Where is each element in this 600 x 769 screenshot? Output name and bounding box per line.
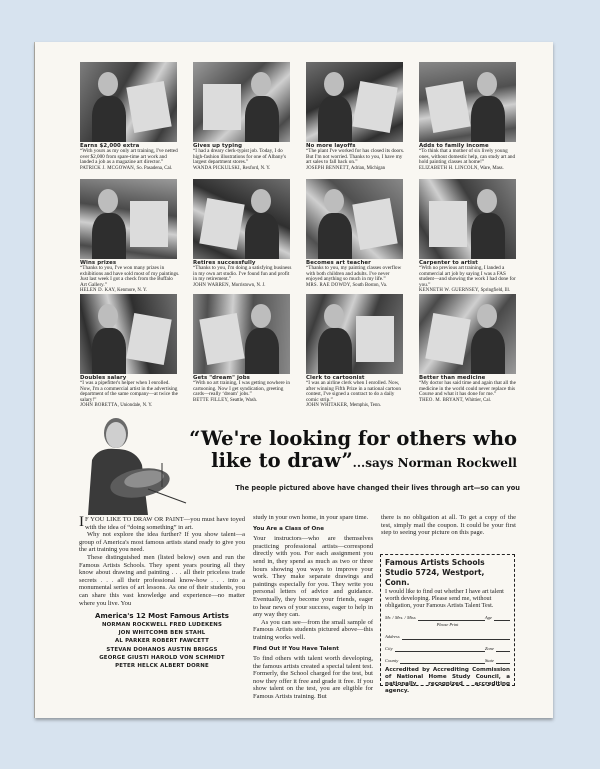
testimonial-place: Springfield, Ill. bbox=[480, 288, 511, 294]
paragraph: To find others with talent worth developing, the famous artists created a special talent test. Formerly, the School charged for the test, but now they offer it free and grade it free. If you show talent on the test, you are eligible for Famous Artists training. But bbox=[253, 655, 373, 701]
age-field[interactable] bbox=[494, 614, 510, 621]
zone-label: Zone bbox=[484, 646, 494, 651]
testimonial-place: Rexford, N. Y. bbox=[242, 165, 271, 171]
testimonial-place: South Boston, Va. bbox=[352, 282, 388, 288]
artists-row: NORMAN ROCKWELL FRED LUDEKENS bbox=[101, 621, 223, 628]
testimonial-photo bbox=[419, 294, 516, 374]
name-field[interactable] bbox=[418, 614, 485, 621]
testimonial-place: Adrian, Michigan bbox=[350, 165, 385, 171]
testimonial-card bbox=[306, 294, 406, 409]
testimonial-quote: “Thanks to you, my painting classes overflow with both children and adults. I've never enjoyed anything so much in my life.” bbox=[306, 265, 402, 283]
testimonial-place: Whittier, Cal. bbox=[464, 397, 492, 403]
testimonial-place: So. Pasadena, Cal. bbox=[136, 165, 173, 171]
testimonial-title: Wins prizes bbox=[80, 260, 117, 266]
testimonial-photo bbox=[80, 179, 177, 259]
testimonial-card bbox=[193, 179, 293, 288]
testimonial-name: HELEN D. KAY, bbox=[80, 288, 116, 294]
testimonial-quote: “Thanks to you, I've won many prizes in exhibitions and have sold most of my paintings. Just last week I got a check from the Buffalo Art Gallery.” bbox=[80, 265, 180, 288]
paragraph: —you must have toyed with the idea of “doing something” in art. bbox=[85, 516, 245, 531]
lead-in: F YOU LIKE TO DRAW OR PAINT bbox=[85, 516, 184, 523]
artists-row: PETER HELCK ALBERT DORNE bbox=[115, 663, 209, 670]
testimonial-title: Doubles salary bbox=[80, 375, 127, 381]
paragraph: Why not explore the idea further? If you show talent—a group of America's most famous artists stand ready to give you the art training you need. bbox=[79, 531, 245, 554]
testimonial-title: Earns $2,000 extra bbox=[80, 143, 140, 149]
testimonial-photo bbox=[193, 294, 290, 374]
coupon-title: Famous Artists Schools bbox=[385, 558, 485, 567]
testimonial-card bbox=[193, 294, 293, 403]
testimonial-card bbox=[419, 294, 519, 403]
city-field[interactable] bbox=[395, 645, 485, 652]
testimonial-quote: “The plant I've worked for has closed its doors. But I'm not worried. Thanks to you, I have my art sales to fall back on.” bbox=[306, 148, 405, 166]
coupon-text: I would like to find out whether I have art talent worth developing. Please send me, without obligation, your Famous Artists Talent Test. bbox=[385, 588, 504, 609]
section-heading: Find Out If You Have Talent bbox=[253, 645, 339, 652]
testimonial-photo bbox=[306, 179, 403, 259]
testimonial-quote: “With no art training, I was getting nowhere in cartooning. Now I get syndication, greeting cards—really ‘dream’ jobs.” bbox=[193, 380, 291, 398]
testimonial-card bbox=[80, 294, 180, 409]
testimonial-title: Better than medicine bbox=[419, 375, 486, 381]
testimonial-title: No more layoffs bbox=[306, 143, 356, 149]
testimonial-place: Morristown, N. J. bbox=[231, 282, 266, 288]
testimonial-title: Becomes art teacher bbox=[306, 260, 371, 266]
testimonial-place: Memphis, Tenn. bbox=[349, 403, 381, 409]
testimonial-card bbox=[80, 179, 180, 294]
testimonial-name: MRS. RAE DOWDY, bbox=[306, 282, 352, 288]
testimonial-quote: “I was an airline clerk when I enrolled. Now, after winning Fifth Prize in a national cartoon contest, I've signed a contract to do a daily comic strip.” bbox=[306, 380, 401, 403]
testimonial-name: PATRICK J. MCGOWAN, bbox=[80, 165, 136, 171]
artists-heading: America's 12 Most Famous Artists bbox=[95, 612, 229, 621]
testimonial-quote: “With yours as my only art training, I've netted over $2,000 from spare-time art work and landed a job as a magazine art director.” bbox=[80, 148, 178, 166]
testimonial-name: JOHN WHITAKER, bbox=[306, 403, 349, 409]
testimonial-name: JOHN BORETTA, bbox=[80, 403, 119, 409]
headline-attribution: ...says Norman Rockwell bbox=[352, 456, 517, 470]
name-label: Mr. / Mrs. / Miss bbox=[385, 615, 416, 620]
testimonial-photo bbox=[193, 179, 290, 259]
county-label: County bbox=[385, 658, 399, 663]
testimonial-name: BETTE FILLEY, bbox=[193, 397, 229, 403]
body-column-1 bbox=[79, 516, 245, 671]
norman-rockwell-photo bbox=[78, 415, 188, 515]
testimonial-name: JOSEPH BENNETT, bbox=[306, 165, 350, 171]
testimonial-place: Seattle, Wash. bbox=[230, 397, 258, 403]
testimonial-photo bbox=[306, 62, 403, 142]
headline bbox=[187, 428, 517, 474]
testimonial-place: Uniondale, N. Y. bbox=[120, 403, 153, 409]
subheadline: The people pictured above have changed their lives through art—so can you bbox=[235, 484, 520, 492]
testimonial-photo bbox=[306, 294, 403, 374]
accreditation-note: Accredited by Accrediting Commission of National Home Study Council, a nationally recognized accrediting agency. bbox=[385, 667, 510, 694]
testimonial-name: WANDA PICKULSKI, bbox=[193, 165, 242, 171]
testimonial-photo bbox=[193, 62, 290, 142]
testimonial-name: KENNETH W. GUERNSEY, bbox=[419, 288, 480, 294]
mail-in-coupon[interactable] bbox=[380, 554, 515, 694]
testimonial-card bbox=[306, 62, 406, 171]
artists-row: GEORGE GIUSTI HAROLD VON SCHMIDT bbox=[99, 654, 225, 661]
testimonial-photo bbox=[80, 62, 177, 142]
state-field[interactable] bbox=[496, 657, 510, 664]
testimonial-title: Retires successfully bbox=[193, 260, 256, 266]
drop-cap: I bbox=[79, 514, 84, 530]
testimonial-card bbox=[193, 62, 293, 171]
testimonial-title: Gives up typing bbox=[193, 143, 243, 149]
testimonial-quote: “I was a pipefitter's helper when I enrolled. Now, I'm a commercial artist in the advertising department of the same company—at twice the salary!” bbox=[80, 380, 178, 403]
artists-row: AL PARKER ROBERT FAWCETT bbox=[115, 638, 209, 645]
testimonial-quote: “To think that a mother of six lively young ones, without domestic help, can study art and hold painting classes at home!” bbox=[419, 148, 516, 166]
testimonial-quote: “With no previous art training, I landed a commercial art job by saying I was a FAS student—and showing the work I had done for you.” bbox=[419, 265, 516, 288]
paragraph: These distinguished men (listed below) own and run the Famous Artists Schools. They spent years pouring all they know about drawing and painting . . . all their priceless trade secrets . . . all their professional know-how . . . into a monumental series of art lessons. As one of their students, you can share this vast knowledge and experience—no matter where you live. You bbox=[79, 553, 245, 607]
paragraph: Your instructors—who are themselves practicing professional artists—correspond directly with you. For each assignment you send in, they spend as much as two or three hours showing you ways to improve your work. They make separate drawings and paintings especially for you. They write you personal letters of advice and guidance. Eventually, they become your friends, eager to hear news of your success, eager to help in any way they can. bbox=[253, 535, 373, 619]
zone-field[interactable] bbox=[496, 645, 510, 652]
testimonial-name: JOHN WARREN, bbox=[193, 282, 231, 288]
county-field[interactable] bbox=[400, 657, 485, 664]
testimonial-name: ELIZABETH H. LINCOLN, bbox=[419, 165, 479, 171]
testimonial-card bbox=[306, 179, 406, 288]
testimonial-photo bbox=[419, 62, 516, 142]
coupon-address: Studio 5724, Westport, Conn. bbox=[385, 568, 485, 587]
headline-line-2: like to draw” bbox=[211, 449, 353, 472]
city-label: City bbox=[385, 646, 393, 651]
testimonial-title: Gets "dream" jobs bbox=[193, 375, 250, 381]
testimonial-name: THEO. M. BRYANT, bbox=[419, 397, 464, 403]
testimonial-card bbox=[419, 179, 519, 294]
testimonial-place: Ware, Mass. bbox=[480, 165, 504, 171]
please-print-label: Please Print bbox=[436, 622, 459, 627]
body-column-3 bbox=[381, 514, 516, 537]
testimonial-place: Kenmore, N. Y. bbox=[117, 288, 148, 294]
testimonial-title: Carpenter to artist bbox=[419, 260, 478, 266]
paragraph: study in your own home, in your spare time. bbox=[253, 514, 369, 521]
testimonial-quote: “My doctor has said time and again that all the medicine in the world could never replace this Course and what it has done for me.” bbox=[419, 380, 516, 398]
age-label: Age bbox=[484, 615, 492, 620]
testimonial-photo bbox=[80, 294, 177, 374]
paragraph: As you can see—from the small sample of Famous Artists students pictured above—this training works well. bbox=[253, 618, 373, 641]
address-field[interactable] bbox=[402, 633, 510, 640]
artists-list bbox=[79, 621, 245, 671]
address-label: Address bbox=[385, 634, 400, 639]
testimonial-title: Clerk to cartoonist bbox=[306, 375, 365, 381]
testimonial-card bbox=[419, 62, 519, 171]
state-label: State bbox=[484, 658, 494, 663]
paragraph: there is no obligation at all. To get a copy of the test, simply mail the coupon. It could be your first step to seeing your picture on this page. bbox=[381, 514, 516, 537]
section-heading: You Are a Class of One bbox=[253, 525, 325, 532]
artists-row: STEVAN DOHANOS AUSTIN BRIGGS bbox=[106, 646, 218, 653]
testimonial-quote: “I had a dreary clerk-typist job. Today, I do high-fashion illustrations for one of Albany's largest department stores.” bbox=[193, 148, 286, 166]
testimonial-quote: “Thanks to you, I'm doing a satisfying business in my own art studio. I've found fun and profit in my retirement.” bbox=[193, 265, 292, 283]
testimonial-title: Adds to family income bbox=[419, 143, 489, 149]
testimonial-card bbox=[80, 62, 180, 171]
testimonial-photo bbox=[419, 179, 516, 259]
artists-row: JON WHITCOMB BEN STAHL bbox=[118, 630, 206, 637]
headline-line-1: “We're looking for others who bbox=[189, 427, 517, 450]
body-column-2 bbox=[253, 514, 373, 701]
